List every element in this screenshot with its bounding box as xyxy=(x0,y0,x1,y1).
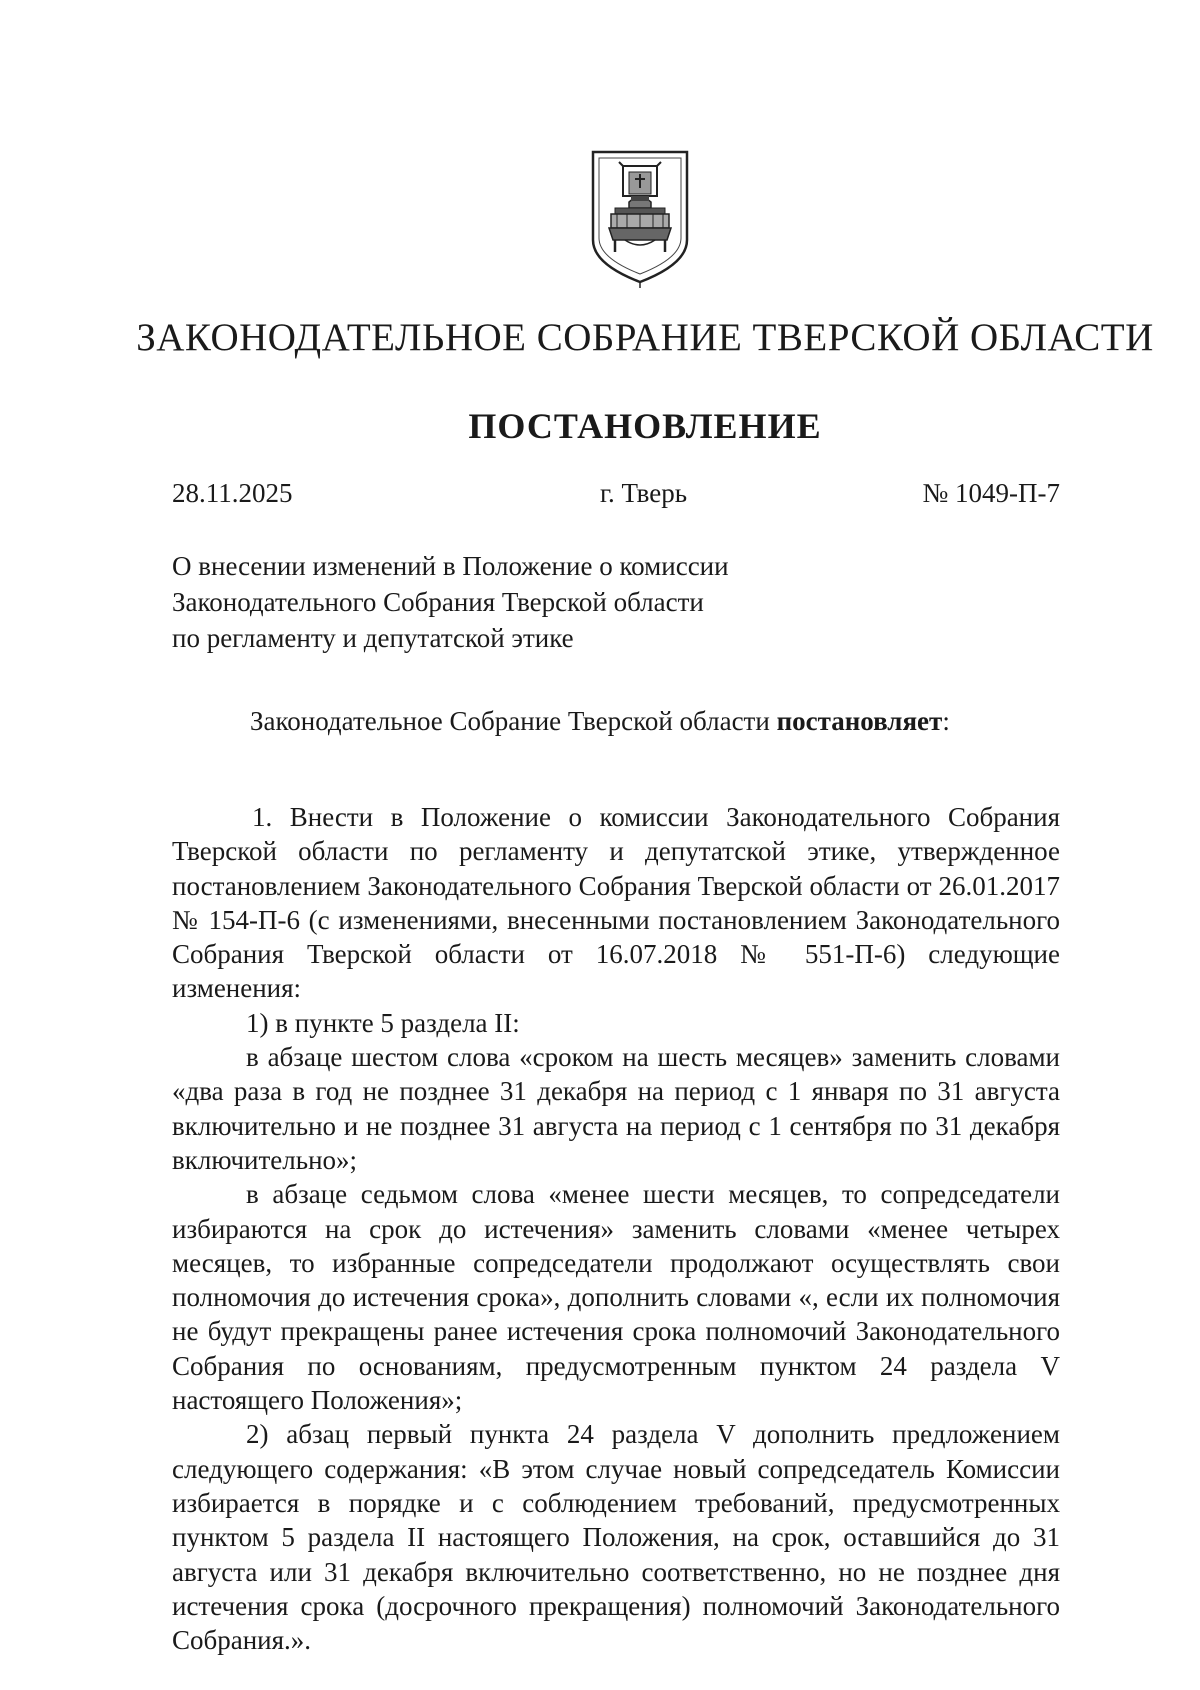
body-paragraph: 1. Внести в Положение о комиссии Законодательного Собрания Тверской области по регламенту и депутатской этике, утвержденное постановлением Законодательного Собрания Тверской области от 26.01.2017 № 154-П-6 (с изменениями, внесенными постановлением Законодательного Собрания Тверской области от 16.07.2018 № 551-П-6) следующие изменения: xyxy=(172,802,1060,1004)
subject-line: О внесении изменений в Положение о комиссии xyxy=(172,551,729,581)
document-place: г. Тверь xyxy=(600,478,688,508)
document-date: 28.11.2025 xyxy=(172,478,293,508)
preamble-suffix: : xyxy=(942,706,950,736)
preamble-text: Законодательное Собрание Тверской области xyxy=(250,706,777,736)
coat-of-arms-icon xyxy=(585,148,695,288)
preamble-emphasis: постановляет xyxy=(776,706,943,736)
body-paragraph: 2) абзац первый пункта 24 раздела V дополнить предложением следующего содержания: «В этом случае новый сопредседатель Комиссии избирается в порядке и с соблюдением требований, предусмотренных пунктом 5 раздела II настоящего Положения, на срок, оставшийся до 31 августа или 31 декабря включительно соответственно, но не позднее дня истечения срока (досрочного прекращения) полномочий Законодательного Собрания.». xyxy=(172,1419,1060,1656)
subject-line: Законодательного Собрания Тверской области xyxy=(172,587,704,617)
subject-line: по регламенту и депутатской этике xyxy=(172,623,574,653)
document-number: № 1049-П-7 xyxy=(922,478,1060,508)
body-paragraph: 1) в пункте 5 раздела II: xyxy=(246,1007,520,1038)
preamble xyxy=(250,706,950,737)
body-paragraph: в абзаце седьмом слова «менее шести месяцев, то сопредседатели избираются на срок до истечения» заменить словами «менее четырех месяцев, то избранные сопредседатели продолжают осуществлять свои полномочия до истечения срока», дополнить словами «, если их полномочия не будут прекращены ранее истечения срока полномочий Законодательного Собрания по основаниям, предусмотренным пунктом 24 раздела V настоящего Положения»; xyxy=(172,1179,1060,1416)
document-subject xyxy=(172,548,729,656)
organization-title: ЗАКОНОДАТЕЛЬНОЕ СОБРАНИЕ ТВЕРСКОЙ ОБЛАСТИ xyxy=(136,316,1154,359)
document-body xyxy=(172,800,1060,1657)
document-type-heading: ПОСТАНОВЛЕНИЕ xyxy=(468,406,822,446)
body-paragraph: в абзаце шестом слова «сроком на шесть месяцев» заменить словами «два раза в год не позднее 31 декабря на период с 1 января по 31 августа включительно и не позднее 31 августа на период с 1 сентября по 31 декабря включительно»; xyxy=(172,1042,1060,1175)
